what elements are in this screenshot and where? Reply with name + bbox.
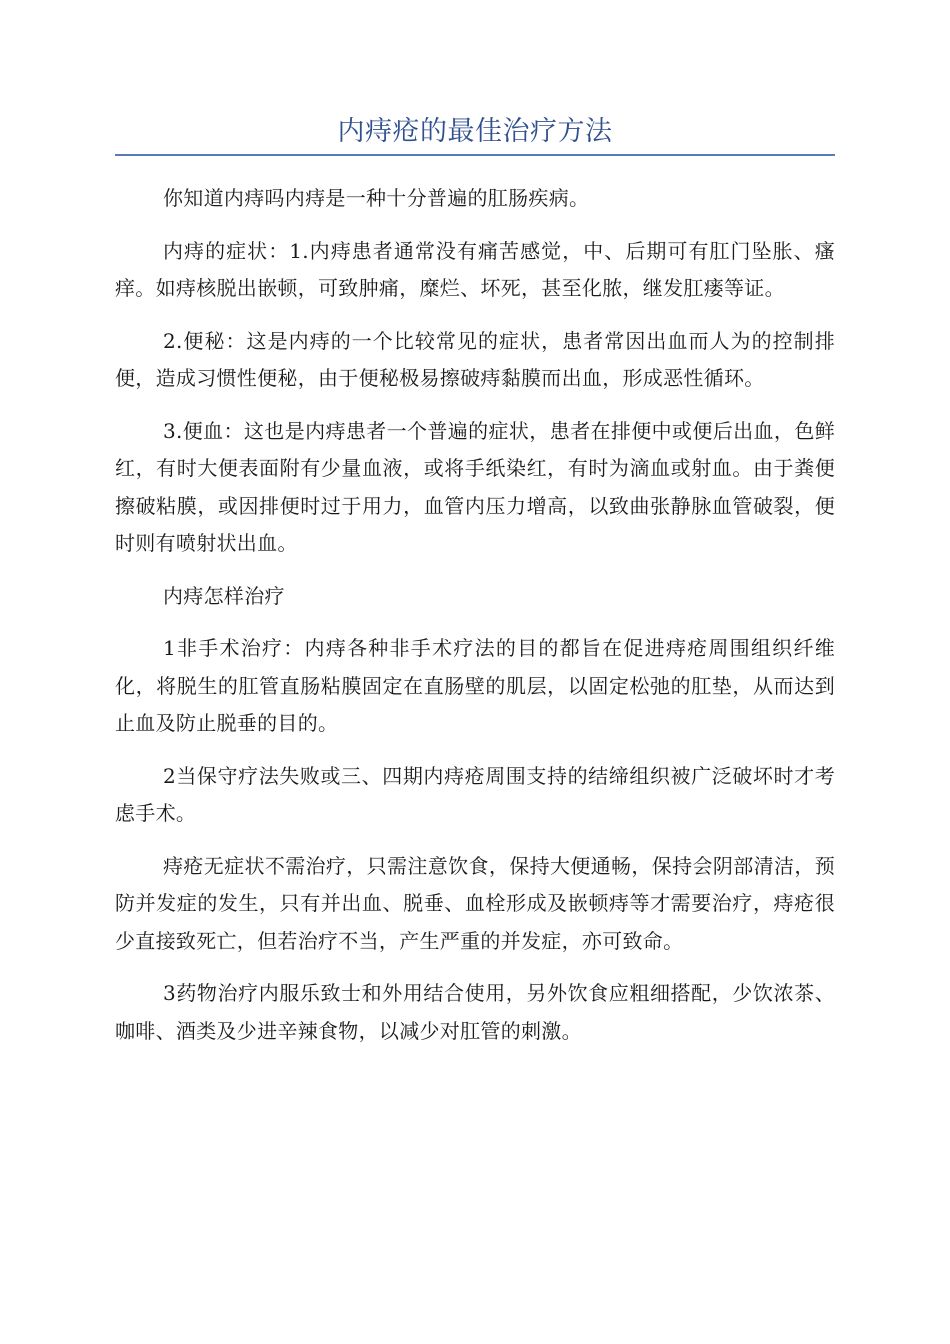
paragraph-symptoms: 内痔的症状：1.内痔患者通常没有痛苦感觉，中、后期可有肛门坠胀、瘙痒。如痔核脱出嵌顿，可致肿痛，糜烂、坏死，甚至化脓，继发肛瘘等证。 bbox=[115, 238, 835, 300]
title-underline bbox=[115, 154, 835, 156]
paragraph-constipation: 2.便秘：这是内痔的一个比较常见的症状，患者常因出血而人为的控制排便，造成习惯性便秘，由于便秘极易擦破痔黏膜而出血，形成恶性循环。 bbox=[115, 328, 835, 390]
document-title: 内痔疮的最佳治疗方法 bbox=[337, 116, 613, 147]
paragraph-surgery: 2当保守疗法失败或三、四期内痔疮周围支持的结缔组织被广泛破坏时才考虑手术。 bbox=[115, 763, 835, 825]
document-page bbox=[115, 112, 835, 1065]
paragraph-bleeding: 3.便血：这也是内痔患者一个普遍的症状，患者在排便中或便后出血，色鲜红，有时大便表面附有少量血液，或将手纸染红，有时为滴血或射血。由于粪便擦破粘膜，或因排便时过于用力，血管内压力增高，以致曲张静脉血管破裂，便时则有喷射状出血。 bbox=[115, 418, 835, 555]
paragraph-non-surgical: 1非手术治疗：内痔各种非手术疗法的目的都旨在促进痔疮周围组织纤维化，将脱生的肛管直肠粘膜固定在直肠壁的肌层，以固定松弛的肛垫，从而达到止血及防止脱垂的目的。 bbox=[115, 636, 835, 735]
paragraph-no-symptoms: 痔疮无症状不需治疗，只需注意饮食，保持大便通畅，保持会阴部清洁，预防并发症的发生，只有并出血、脱垂、血栓形成及嵌顿痔等才需要治疗，痔疮很少直接致死亡，但若治疗不当，产生严重的并发症，亦可致命。 bbox=[115, 853, 835, 953]
paragraph-treatment-heading: 内痔怎样治疗 bbox=[163, 583, 285, 608]
paragraph-medication: 3药物治疗内服乐致士和外用结合使用，另外饮食应粗细搭配，少饮浓茶、咖啡、酒类及少进辛辣食物，以减少对肛管的刺激。 bbox=[115, 981, 835, 1043]
paragraph-intro: 你知道内痔吗内痔是一种十分普遍的肛肠疾病。 bbox=[163, 186, 590, 210]
